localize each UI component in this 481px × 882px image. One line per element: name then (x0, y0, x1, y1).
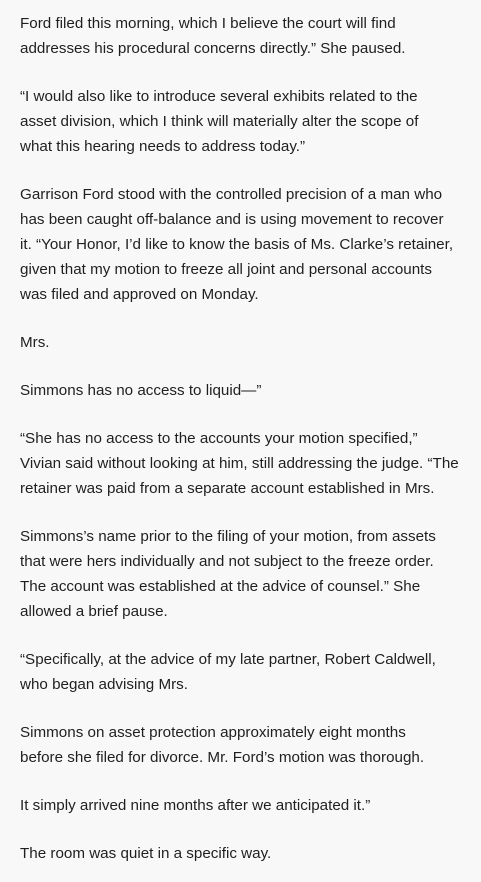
paragraph: Simmons’s name prior to the filing of your motion, from assets that were hers individually and not subject to the freeze order. The account was established at the advice of counsel.” She allowed a brief pause. (20, 528, 436, 620)
article-body (20, 11, 475, 882)
paragraph: Ford filed this morning, which I believe the court will find addresses his procedural concerns directly.” She paused. (20, 15, 406, 57)
paragraph: “She has no access to the accounts your motion specified,” Vivian said without looking at him, still addressing the judge. “The retainer was paid from a separate account established in Mrs. (20, 430, 459, 497)
paragraph: Simmons has no access to liquid—” (20, 382, 262, 399)
paragraph: The room was quiet in a specific way. (20, 845, 272, 862)
paragraph: Garrison Ford stood with the controlled precision of a man who has been caught off-balance and is using movement to recover it. “Your Honor, I’d like to know the basis of Ms. Clarke’s retainer, given that my motion to freeze all joint and personal accounts was filed and approved on Monday. (20, 186, 454, 303)
paragraph: It simply arrived nine months after we anticipated it.” (20, 797, 371, 814)
paragraph: Simmons on asset protection approximately eight months before she filed for divorce. Mr. Ford’s motion was thorough. (20, 724, 425, 766)
paragraph: “Specifically, at the advice of my late partner, Robert Caldwell, who began advising Mrs. (20, 651, 436, 693)
paragraph: Mrs. (20, 334, 50, 351)
paragraph: “I would also like to introduce several exhibits related to the asset division, which I think will materially alter the scope of what this hearing needs to address today.” (20, 88, 419, 155)
